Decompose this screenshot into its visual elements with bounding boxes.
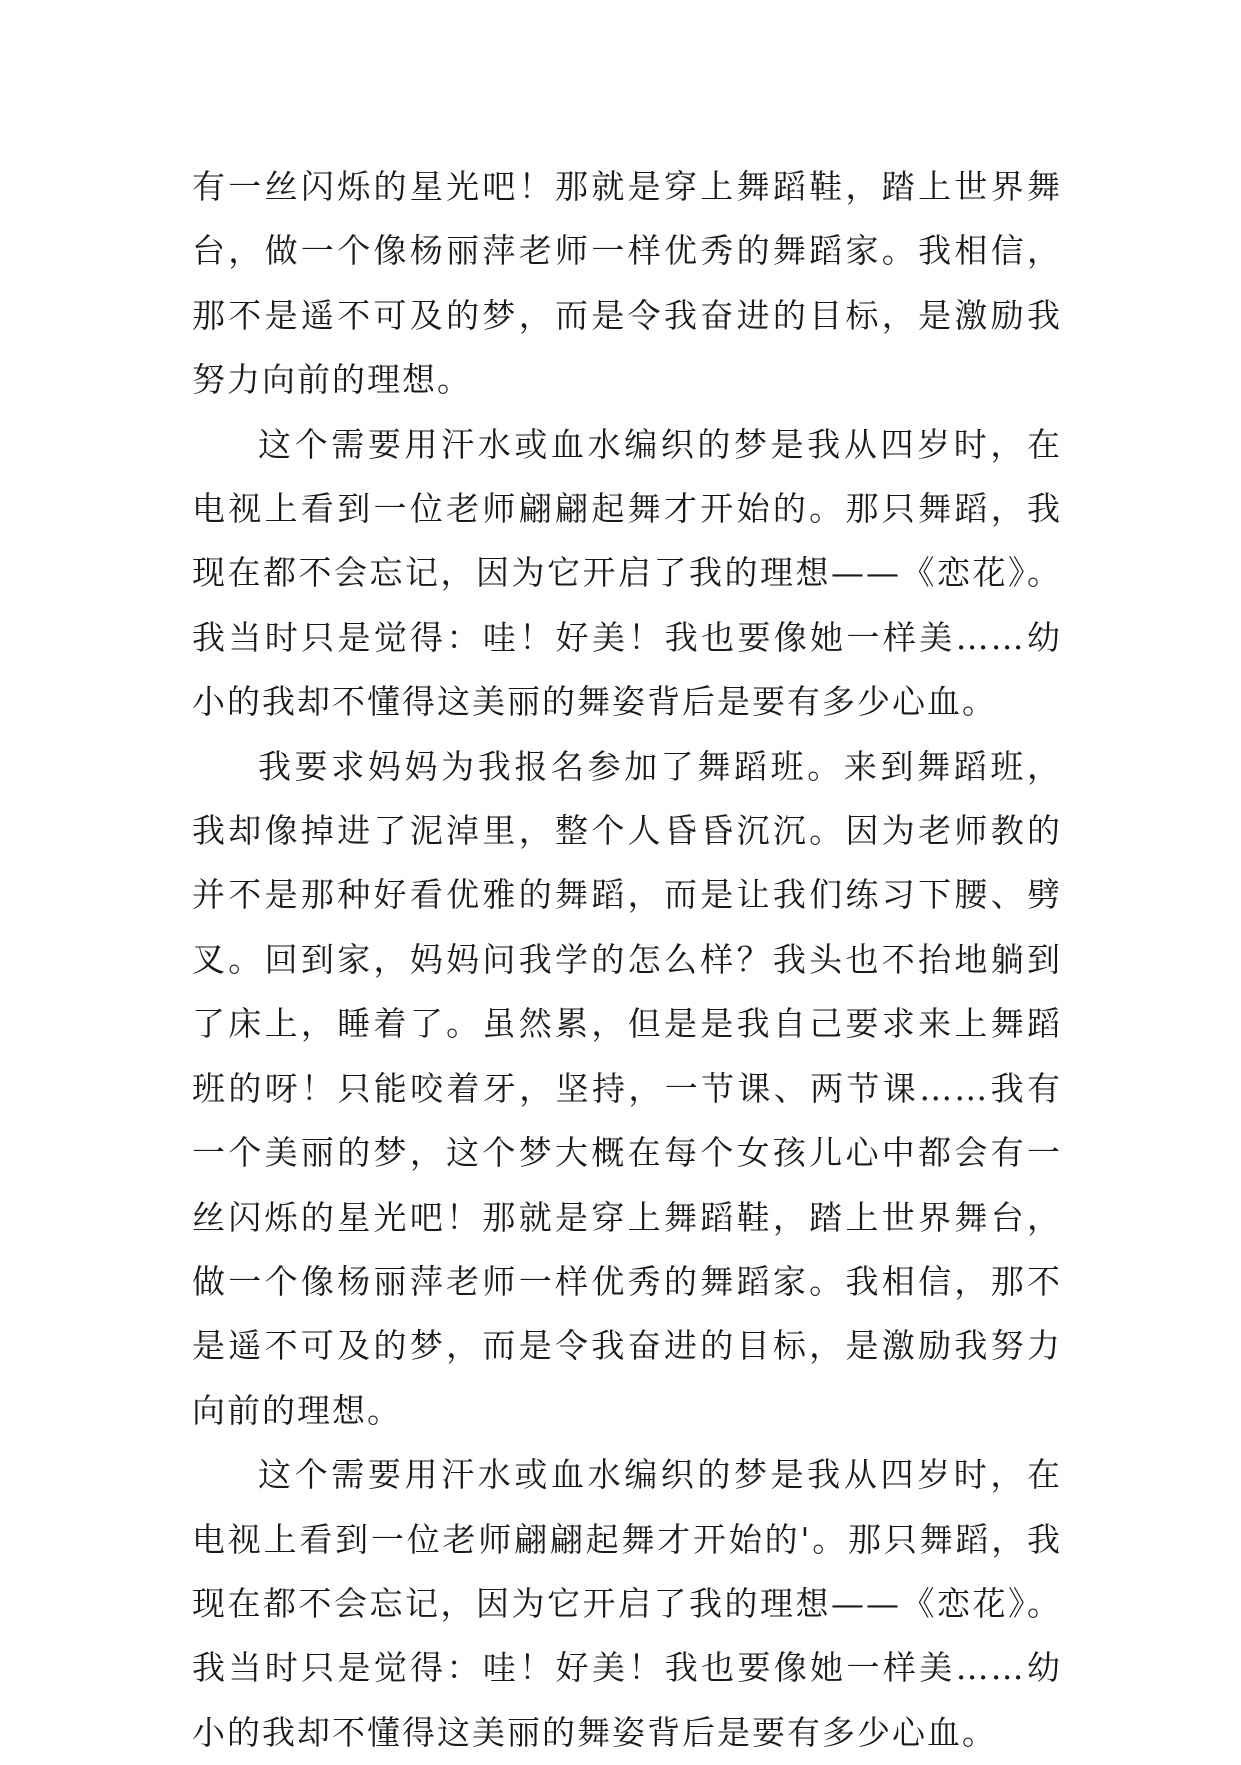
paragraph: 我要求妈妈为我报名参加了舞蹈班。来到舞蹈班，我却像掉进了泥淖里，整个人昏昏沉沉。因为老师教的并不是那种好看优雅的舞蹈，而是让我们练习下腰、劈叉。回到家，妈妈问我学的怎么样？我头也不抬地躺到了床上，睡着了。虽然累，但是是我自己要求来上舞蹈班的呀！只能咬着牙，坚持，一节课、两节课……我有一个美丽的梦，这个梦大概在每个女孩儿心中都会有一丝闪烁的星光吧！那就是穿上舞蹈鞋，踏上世界舞台，做一个像杨丽萍老师一样优秀的舞蹈家。我相信，那不是遥不可及的梦，而是令我奋进的目标，是激励我努力向前的理想。	[192, 746, 1062, 1430]
paragraph: 有一丝闪烁的星光吧！那就是穿上舞蹈鞋，踏上世界舞台，做一个像杨丽萍老师一样优秀的舞蹈家。我相信，那不是遥不可及的梦，而是令我奋进的目标，是激励我努力向前的理想。	[192, 167, 1062, 400]
paragraph: 这个需要用汗水或血水编织的梦是我从四岁时，在电视上看到一位老师翩翩起舞才开始的'。那只舞蹈，我现在都不会忘记，因为它开启了我的理想——《恋花》。我当时只是觉得：哇！好美！我也要像她一样美……幼小的我却不懂得这美丽的舞姿背后是要有多少心血。	[192, 1455, 1062, 1752]
paragraph: 这个需要用汗水或血水编织的梦是我从四岁时，在电视上看到一位老师翩翩起舞才开始的。那只舞蹈，我现在都不会忘记，因为它开启了我的理想——《恋花》。我当时只是觉得：哇！好美！我也要像她一样美……幼小的我却不懂得这美丽的舞姿背后是要有多少心血。	[192, 424, 1062, 722]
document-body	[192, 155, 1062, 1765]
